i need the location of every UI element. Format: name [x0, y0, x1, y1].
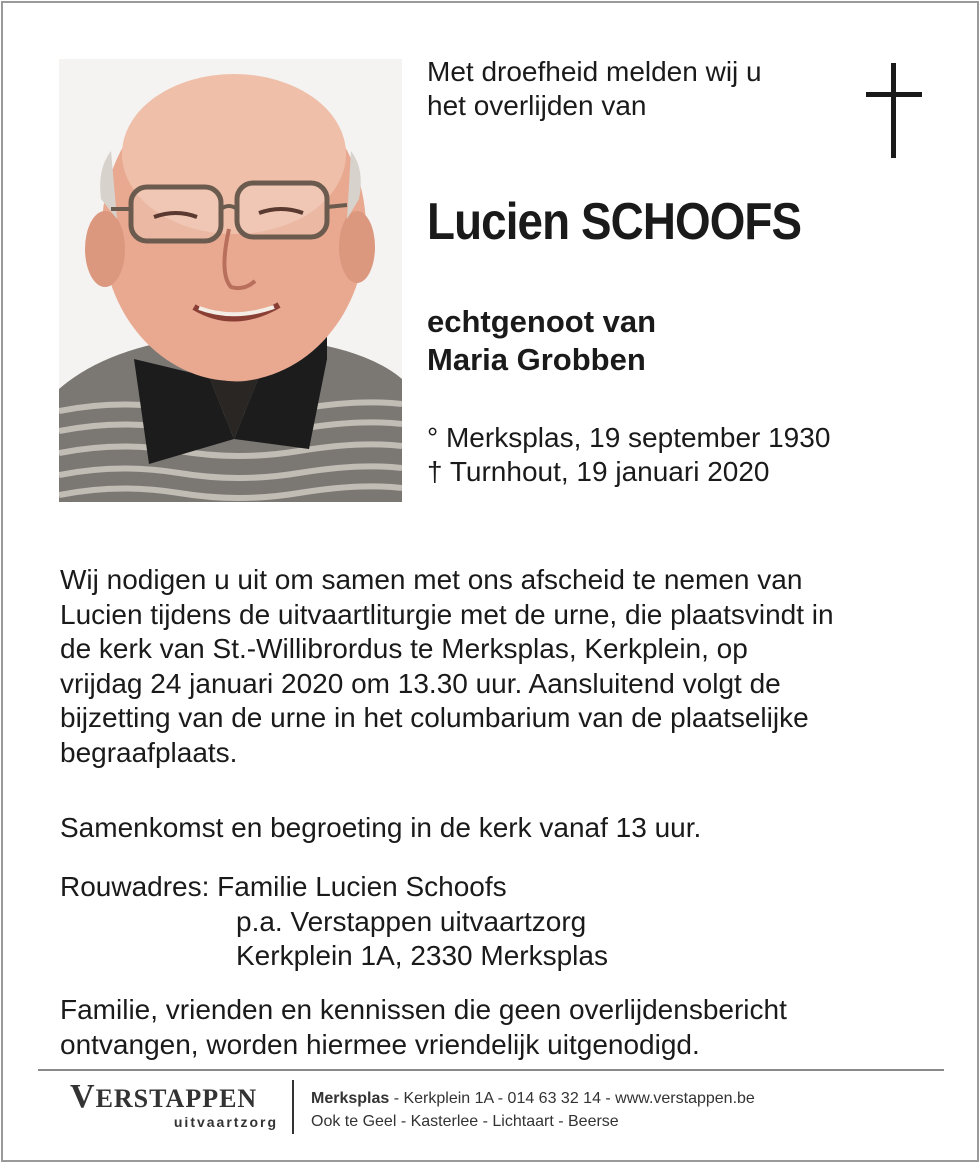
announcement-line: Lucien tijdens de uitvaartliturgie met de urne, die plaatsvindt in — [60, 598, 834, 630]
address-label-line: Rouwadres: Familie Lucien Schoofs — [60, 871, 507, 902]
cross-icon — [866, 63, 922, 158]
birth-date: ° Merksplas, 19 september 1930 — [427, 422, 831, 453]
spouse-name: Maria Grobben — [427, 342, 646, 377]
contact-line — [311, 1087, 755, 1110]
address-line-2: p.a. Verstappen uitvaartzorg — [236, 905, 587, 937]
death-date: † Turnhout, 19 januari 2020 — [427, 456, 770, 487]
verstappen-logo — [70, 1078, 280, 1130]
closing-line-2: ontvangen, worden hiermee vriendelijk uitgenodigd. — [60, 1028, 700, 1060]
intro-line-1: Met droefheid melden wij u — [427, 56, 762, 87]
closing-line-1: Familie, vrienden en kennissen die geen overlijdensbericht — [60, 994, 787, 1025]
relation-label: echtgenoot van — [427, 304, 657, 339]
gathering-text: Samenkomst en begroeting in de kerk vanaf 13 uur. — [60, 812, 702, 843]
announcement-line: bijzetting van de urne in het columbarium van de plaatselijke — [60, 702, 809, 733]
logo-subtitle: uitvaartzorg — [173, 1114, 278, 1130]
announcement-line: de kerk van St.-Willibrordus te Merksplas, Kerkplein, op — [60, 633, 748, 664]
logo-initial: V — [70, 1078, 96, 1115]
announcement-line: begraafplaats. — [60, 736, 238, 768]
mourning-address — [60, 870, 608, 974]
closing-paragraph — [60, 993, 787, 1062]
portrait-photo — [59, 59, 402, 502]
contact-location: Merksplas — [311, 1090, 390, 1107]
intro-line-2: het overlijden van — [427, 90, 647, 121]
logo-wordmark — [70, 1078, 280, 1116]
spouse-info — [427, 303, 656, 379]
deceased-name: Lucien SCHOOFS — [427, 193, 802, 251]
footer-divider — [38, 1069, 944, 1071]
address-line-3: Kerkplein 1A, 2330 Merksplas — [236, 940, 608, 971]
logo-rest: ERSTAPPEN — [95, 1084, 258, 1113]
contact-details: - Kerkplein 1A - 014 63 32 14 - www.verstappen.be — [389, 1090, 755, 1107]
announcement-paragraph — [60, 563, 940, 770]
branches-line: Ook te Geel - Kasterlee - Lichtaart - Beerse — [311, 1113, 619, 1130]
footer-contact — [311, 1087, 755, 1133]
announcement-line: Wij nodigen u uit om samen met ons afscheid te nemen van — [60, 564, 803, 595]
announcement-line: vrijdag 24 januari 2020 om 13.30 uur. Aansluitend volgt de — [60, 667, 781, 699]
life-dates — [427, 421, 830, 489]
footer-separator — [292, 1080, 294, 1134]
intro-text — [427, 55, 762, 123]
